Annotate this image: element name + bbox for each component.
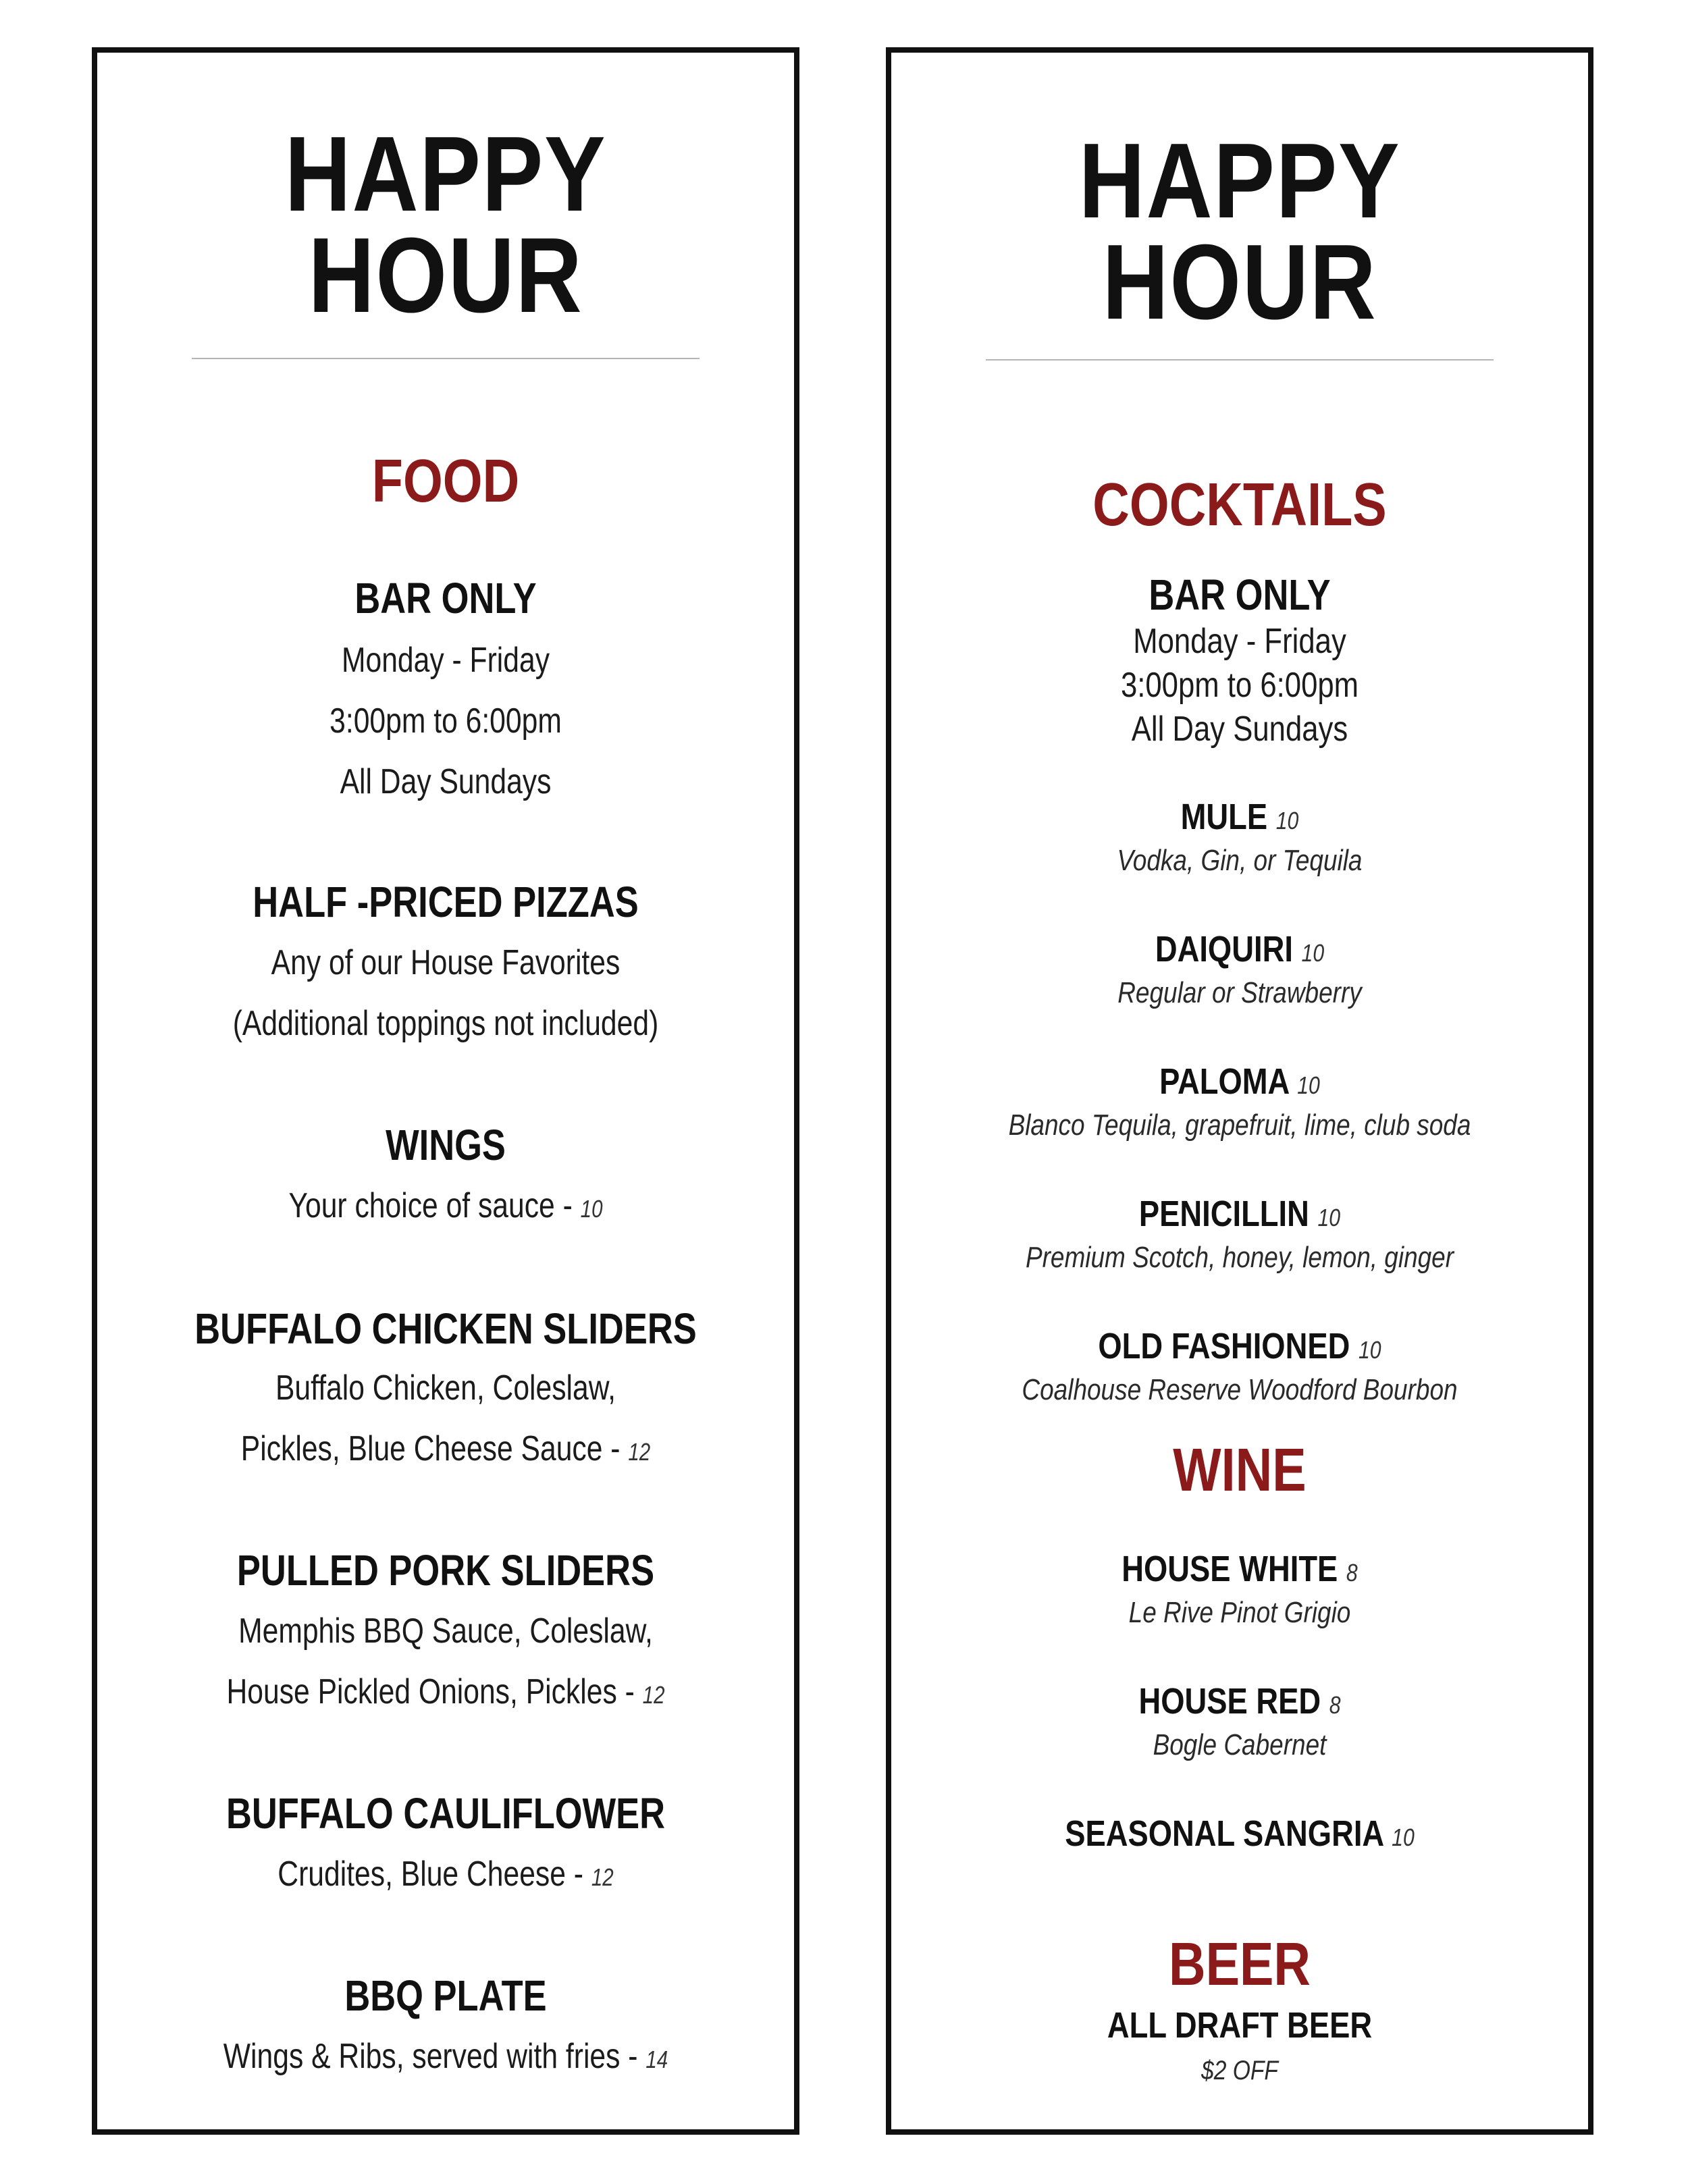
- wine-desc-house-red: Bogle Cabernet: [1153, 1728, 1327, 1761]
- cocktail-daiquiri: [947, 928, 1533, 975]
- cocktail-price-penicillin: 10: [1317, 1204, 1341, 1231]
- wine-name-house-white: HOUSE WHITE: [1122, 1549, 1338, 1589]
- cocktail-desc-penicillin: Premium Scotch, honey, lemon, ginger: [1025, 1241, 1454, 1274]
- bar-only-sundays: All Day Sundays: [340, 762, 552, 801]
- cocktail-name-paloma: PALOMA: [1159, 1061, 1289, 1102]
- cocktail-desc-paloma: Blanco Tequila, grapefruit, lime, club soda: [1008, 1109, 1471, 1142]
- cocktail-price-old-fashioned: 10: [1358, 1336, 1381, 1364]
- item-price-wings: 10: [580, 1195, 603, 1223]
- item-desc-wings-text: Your choice of sauce -: [288, 1186, 573, 1225]
- item-price-buffalo-sliders: 12: [628, 1438, 651, 1466]
- bar-only-heading: BAR ONLY: [354, 574, 537, 622]
- item-name-wings: WINGS: [386, 1121, 506, 1169]
- title-line-1: HAPPY: [1078, 122, 1401, 240]
- cocktail-desc-mule: Vodka, Gin, or Tequila: [1117, 844, 1363, 877]
- cocktail-penicillin: [947, 1192, 1533, 1240]
- cocktail-name-old-fashioned: OLD FASHIONED: [1098, 1326, 1350, 1366]
- item-desc-cauliflower-text: Crudites, Blue Cheese -: [278, 1855, 583, 1894]
- item-desc-pizzas-1: Any of our House Favorites: [271, 943, 621, 982]
- section-food: FOOD: [371, 448, 520, 515]
- drinks-menu-panel: [886, 47, 1593, 2135]
- wine-name-sangria: SEASONAL SANGRIA: [1065, 1813, 1383, 1854]
- title-line-2: HOUR: [1102, 223, 1377, 342]
- item-desc-buffalo-sliders-2-text: Pickles, Blue Cheese Sauce -: [240, 1429, 621, 1468]
- cocktail-price-mule: 10: [1275, 807, 1299, 834]
- item-desc-buffalo-sliders-1: Buffalo Chicken, Coleslaw,: [275, 1368, 616, 1408]
- wine-desc-house-white: Le Rive Pinot Grigio: [1128, 1596, 1351, 1629]
- bar-only-days: Monday - Friday: [341, 641, 550, 680]
- food-menu-panel: [92, 47, 799, 2135]
- item-price-bbq-plate: 14: [645, 2046, 668, 2073]
- beer-desc: $2 OFF: [1201, 2056, 1278, 2085]
- bar-only-time: 3:00pm to 6:00pm: [1120, 666, 1359, 705]
- title-line-2: HOUR: [308, 216, 583, 335]
- cocktail-paloma: [947, 1060, 1533, 1107]
- cocktail-name-daiquiri: DAIQUIRI: [1155, 929, 1293, 969]
- bar-only-time: 3:00pm to 6:00pm: [329, 701, 562, 741]
- item-desc-cauliflower: [160, 1854, 731, 1898]
- cocktail-mule: [947, 795, 1533, 843]
- wine-house-white: [947, 1547, 1533, 1595]
- wine-price-house-red: 8: [1329, 1691, 1341, 1719]
- wine-name-house-red: HOUSE RED: [1138, 1681, 1321, 1722]
- cocktail-name-mule: MULE: [1180, 797, 1268, 837]
- item-desc-buffalo-sliders-2: [160, 1429, 731, 1472]
- item-desc-wings: [160, 1186, 731, 1229]
- item-price-cauliflower: 12: [591, 1863, 614, 1891]
- wine-price-house-white: 8: [1346, 1559, 1358, 1587]
- wine-price-sangria: 10: [1392, 1823, 1415, 1851]
- section-cocktails: COCKTAILS: [1092, 471, 1387, 539]
- cocktail-name-penicillin: PENICILLIN: [1138, 1194, 1309, 1234]
- wine-house-red: [947, 1680, 1533, 1727]
- cocktail-old-fashioned: [947, 1325, 1533, 1372]
- beer-name: ALL DRAFT BEER: [1107, 2005, 1373, 2046]
- cocktail-price-daiquiri: 10: [1301, 939, 1325, 967]
- item-name-cauliflower: BUFFALO CAULIFLOWER: [226, 1789, 666, 1838]
- item-desc-pizzas-2: (Additional toppings not included): [232, 1004, 659, 1043]
- cocktail-desc-daiquiri: Regular or Strawberry: [1117, 976, 1362, 1009]
- item-desc-pork-sliders-2-text: House Pickled Onions, Pickles -: [226, 1672, 635, 1711]
- bar-only-days: Monday - Friday: [1133, 622, 1346, 661]
- title-line-1: HAPPY: [284, 115, 607, 234]
- item-desc-pork-sliders-2: [160, 1672, 731, 1715]
- cocktail-desc-old-fashioned: Coalhouse Reserve Woodford Bourbon: [1022, 1373, 1458, 1406]
- item-name-buffalo-sliders: BUFFALO CHICKEN SLIDERS: [194, 1304, 697, 1353]
- section-beer: BEER: [1168, 1931, 1311, 1998]
- title-divider: [192, 358, 700, 359]
- section-wine: WINE: [1173, 1437, 1307, 1504]
- item-name-pork-sliders: PULLED PORK SLIDERS: [236, 1546, 655, 1595]
- bar-only-sundays: All Day Sundays: [1131, 710, 1348, 749]
- bar-only-heading: BAR ONLY: [1149, 570, 1331, 619]
- item-desc-pork-sliders-1: Memphis BBQ Sauce, Coleslaw,: [238, 1612, 653, 1651]
- item-desc-bbq-plate-text: Wings & Ribs, served with fries -: [223, 2037, 638, 2076]
- item-name-bbq-plate: BBQ PLATE: [344, 1971, 547, 2020]
- item-desc-bbq-plate: [160, 2036, 731, 2080]
- title-divider: [986, 359, 1494, 361]
- item-price-pork-sliders: 12: [642, 1681, 665, 1709]
- item-name-pizzas: HALF -PRICED PIZZAS: [253, 878, 639, 926]
- cocktail-price-paloma: 10: [1297, 1071, 1320, 1099]
- wine-seasonal-sangria: [947, 1812, 1533, 1859]
